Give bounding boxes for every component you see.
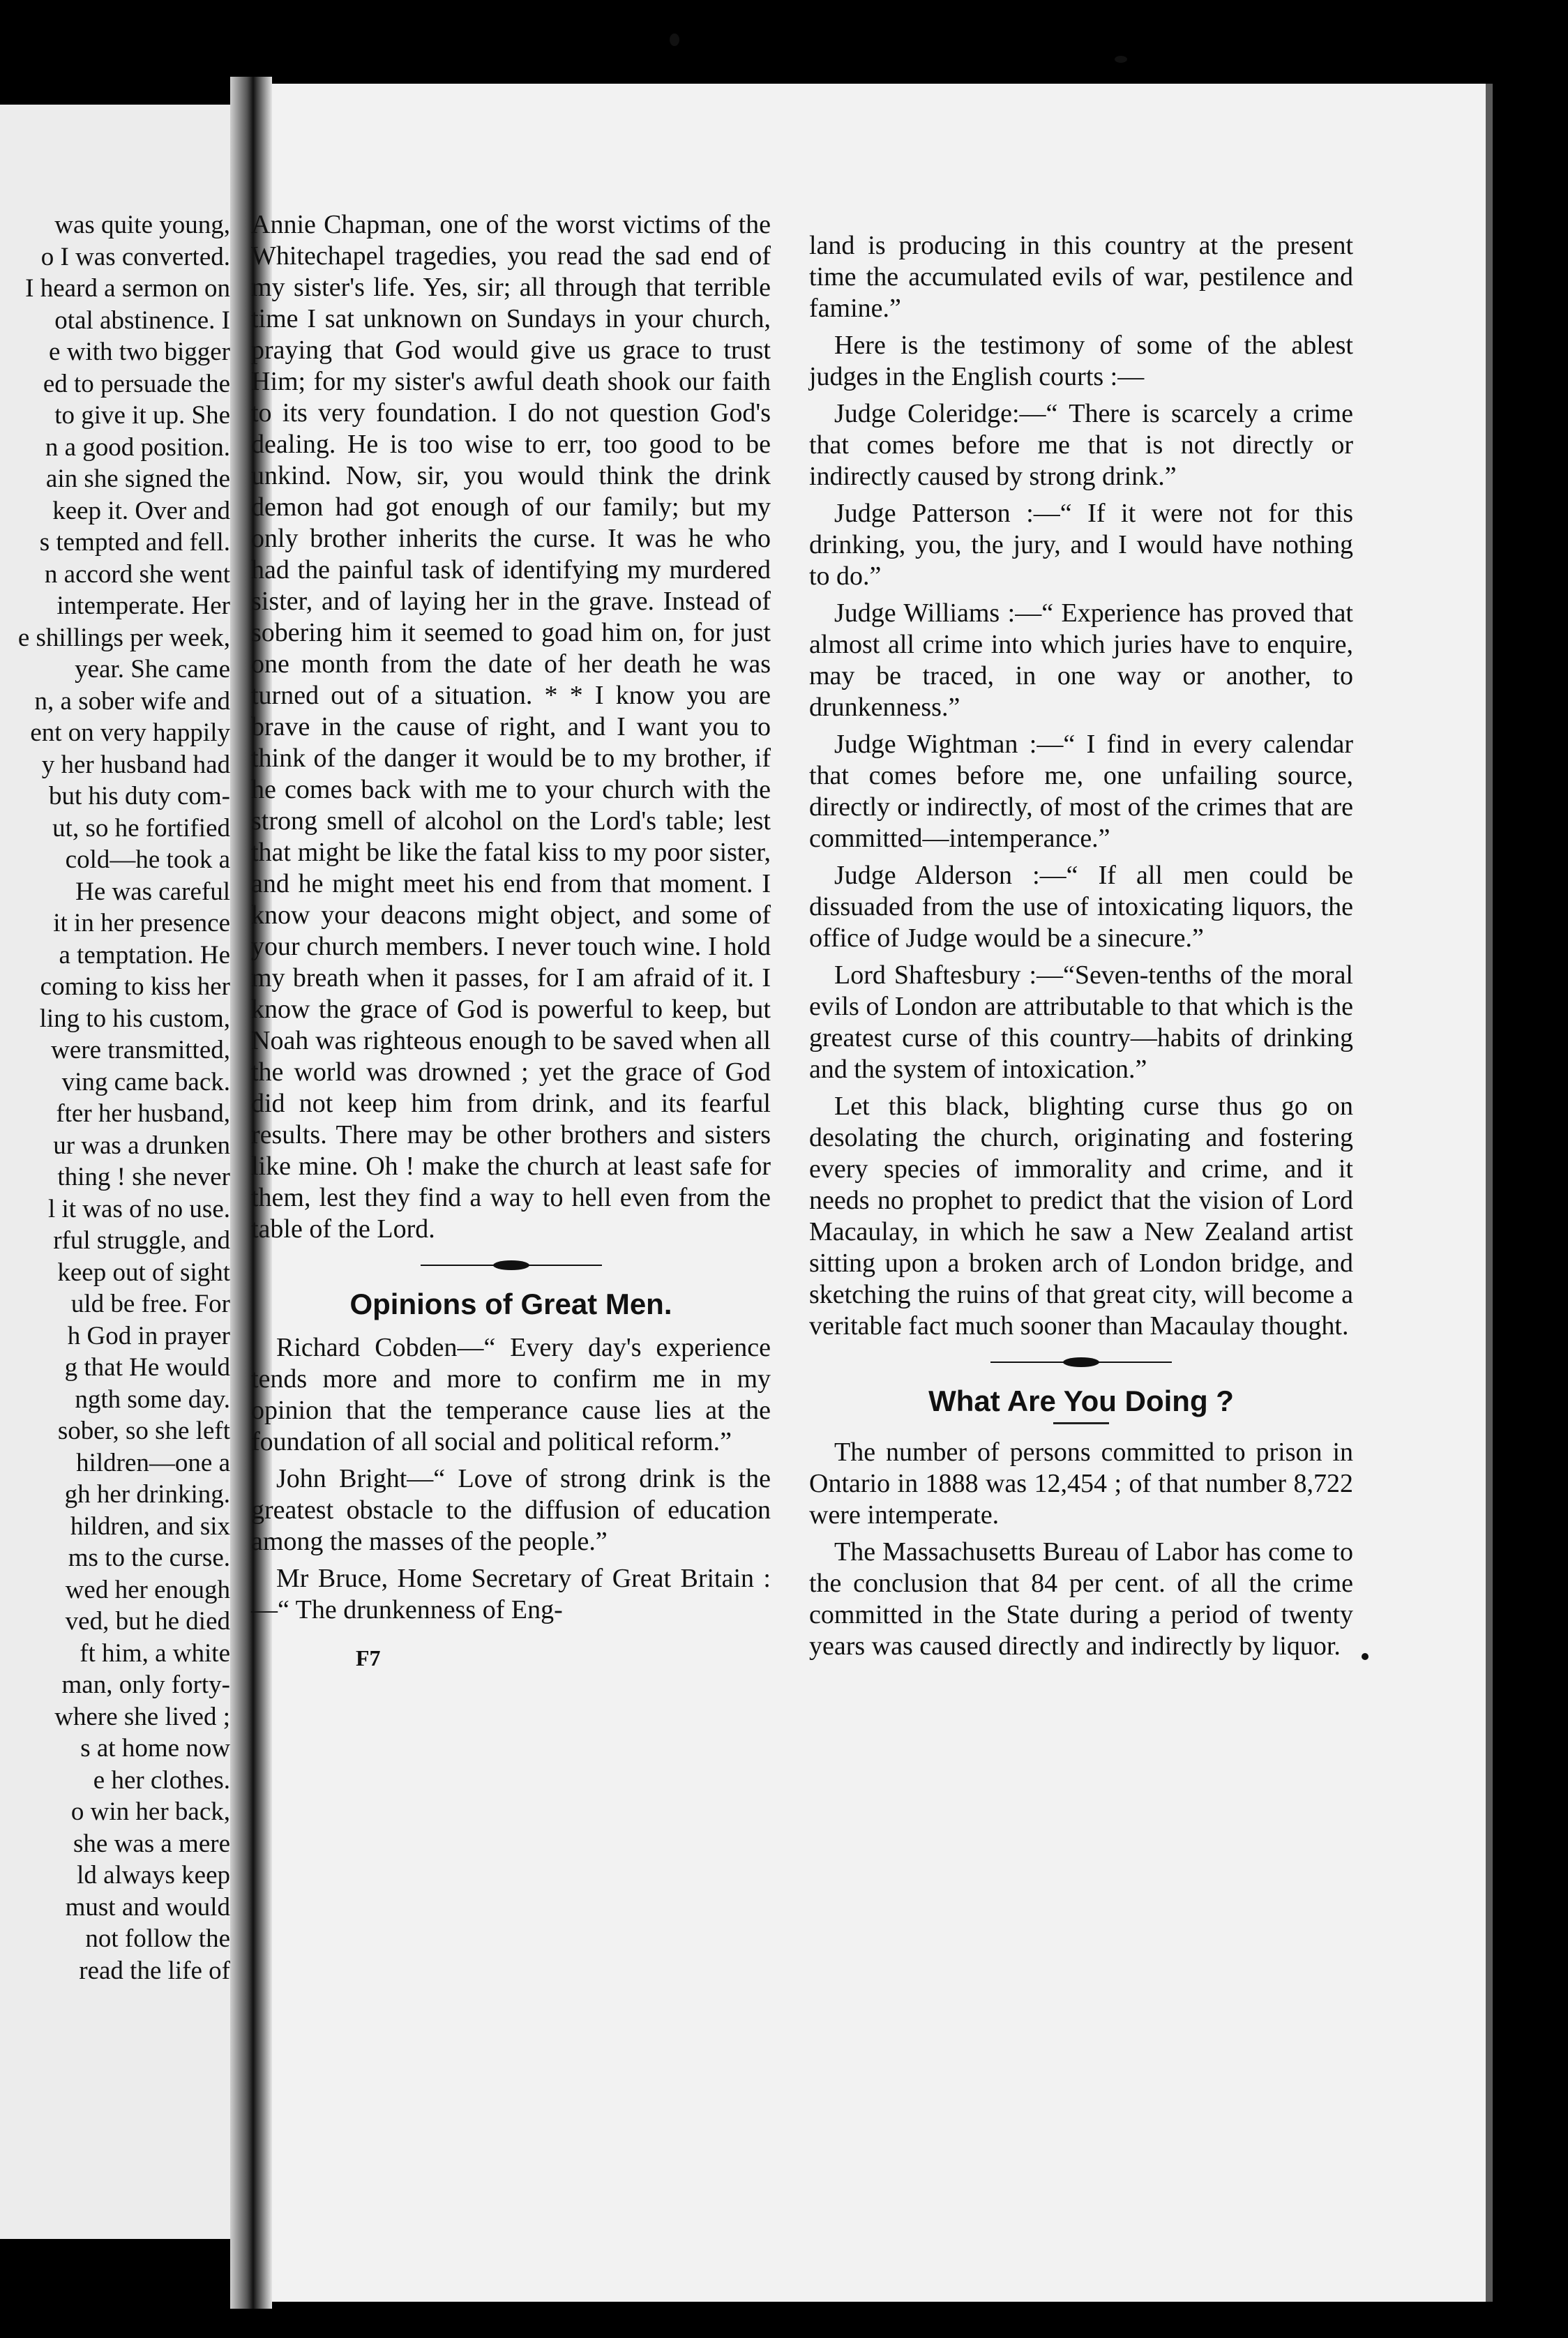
paragraph-bright: John Bright—“ Love of strong drink is the greatest obstacle to the diffusion of education among the masses of the people.” — [251, 1464, 771, 1556]
left-column-line: ed to persuade the — [43, 369, 230, 398]
left-column-line: ld always keep — [77, 1861, 230, 1890]
paragraph-judge-coleridge: Judge Coleridge:—“ There is scarcely a crime that comes before me that is not directly or indirectly caused by strong drink.” — [809, 399, 1353, 491]
left-column-line: wed her enough — [65, 1575, 230, 1604]
left-column-line: fter her husband, — [56, 1099, 230, 1128]
left-column-line: must and would — [65, 1892, 230, 1922]
left-column-line: e shillings per week, — [17, 623, 230, 652]
left-column-text — [0, 209, 230, 1986]
scan-speck — [1115, 56, 1127, 63]
left-column-line: to give it up. She — [54, 401, 230, 430]
paragraph-judge-williams: Judge Williams :—“ Experience has proved that almost all crime into which juries have to enquire, may be traced, in one way or another, to drunkenness.” — [809, 598, 1353, 722]
left-column-line: read the life of — [79, 1956, 230, 1985]
left-column-line: h God in prayer — [67, 1321, 230, 1350]
left-column-line: were transmitted, — [51, 1036, 230, 1064]
left-column-line: not follow the — [85, 1924, 230, 1953]
left-column-line: s tempted and fell. — [39, 528, 230, 557]
story-paragraph: Annie Chapman, one of the worst victims of the Whitechapel tragedies, you read the sad end of my sister's life. Yes, sir; all through that terrible time I sat unknown on Sundays in your church, praying that God would give us grace to trust Him; for my sister's awful death shook our faith to its very foundation. I do not question God's dealing. He is too wise to err, too good to be unkind. Now, sir, you would think the drink demon had got enough of our family; but my only brother inherits the curse. It was he who had the painful task of identifying my murdered sister, and of laying her in the grave. Instead of sobering him it seemed to goad him on, for just one month from the date of her death he was turned out of a situation. * * I know you are brave in the cause of right, and I want you to think of the danger it would be to my brother, if he comes back with me to your church with the strong smell of alcohol on the Lord's table; lest that might be like the fatal kiss to my poor sister, and he might meet his end from that moment. I know your deacons might object, and some of your church members. I never touch wine. I hold my breath when it passes, for I am afraid of it. I know the grace of God is powerful to keep, but Noah was righteous enough to be saved when all the world was drowned ; yet the grace of God did not keep him from drink, and its fearful results. There may be other brothers and sisters like mine. Oh ! make the church at least safe for them, lest they find a way to hell even from the table of the Lord. — [251, 210, 771, 1244]
left-column-line: ut, so he fortified — [52, 813, 230, 843]
left-column-line: year. She came — [75, 655, 230, 684]
left-column-line: ling to his custom, — [39, 1004, 230, 1033]
section-heading-opinions: Opinions of Great Men. — [349, 1288, 672, 1320]
left-column-line: but his duty com- — [48, 782, 230, 810]
left-column-line: man, only forty- — [61, 1670, 230, 1699]
left-column-line: was quite young, — [54, 211, 230, 239]
left-column-line: e her clothes. — [93, 1765, 230, 1795]
left-column-line: it in her presence — [53, 909, 230, 937]
ornament-divider — [421, 1259, 602, 1272]
left-column-line: she was a mere — [73, 1829, 230, 1858]
left-column-line: intemperate. Her — [56, 591, 230, 620]
paragraph-ontario: The number of persons committed to prison in Ontario in 1888 was 12,454 ; of that number 8,722 were intemperate. — [809, 1438, 1353, 1530]
left-column-line: ving came back. — [61, 1067, 230, 1096]
left-column-line: o win her back, — [70, 1797, 230, 1826]
left-column-line: a temptation. He — [59, 940, 230, 970]
left-column-line: l it was of no use. — [47, 1194, 230, 1223]
left-column-line: uld be free. For — [70, 1290, 230, 1318]
left-column-line: where she lived ; — [54, 1702, 230, 1731]
left-column-line: ved, but he died — [65, 1607, 230, 1636]
paragraph-testimony-intro: Here is the testimony of some of the ablest judges in the English courts :— — [809, 331, 1353, 391]
left-column-line: I heard a sermon on — [25, 274, 230, 303]
right-column — [809, 230, 1353, 1668]
left-column-line: ur was a drunken — [53, 1131, 230, 1160]
paragraph-judge-wightman: Judge Wightman :—“ I find in every calendar that comes before me, one unfailing source, directly or indirectly, of most of the crimes that are committed—intemperance.” — [809, 730, 1353, 853]
left-column-line: e with two bigger — [49, 338, 230, 366]
left-column-line: sober, so she left — [57, 1417, 230, 1445]
left-column-line: o I was converted. — [40, 242, 230, 271]
left-column-line: y her husband had — [41, 750, 230, 779]
left-column-line: rful struggle, and — [53, 1226, 230, 1255]
left-column-line: s at home now — [80, 1734, 230, 1763]
left-column-line: otal abstinence. I — [54, 306, 230, 335]
left-column-line: cold—he took a — [65, 845, 230, 874]
left-column-line: ms to the curse. — [68, 1544, 230, 1572]
left-column-line: ft him, a white — [80, 1638, 230, 1668]
paragraph-bruce: Mr Bruce, Home Secretary of Great Britain :—“ The drunkenness of Eng- — [251, 1564, 771, 1624]
left-column-line: ent on very happily — [30, 718, 230, 747]
left-column-line: ain she signed the — [45, 465, 230, 493]
ornament-divider — [990, 1356, 1172, 1368]
left-column-line: g that He would — [64, 1353, 230, 1382]
signature-mark: F7 — [356, 1645, 381, 1670]
paragraph-lord-shaftesbury: Lord Shaftesbury :—“Seven-tenths of the moral evils of London are attributable to that which is the greatest curse of this country—habits of drinking and the system of intoxication.” — [809, 960, 1353, 1084]
paragraph-cobden: Richard Cobden—“ Every day's experience tends more and more to confirm me in my opinion that the temperance cause lies at the foundation of all social and political reform.” — [251, 1333, 771, 1456]
left-column-line: gh her drinking. — [64, 1480, 230, 1509]
paragraph-macaulay: Let this black, blighting curse thus go on desolating the church, originating and fostering every species of immorality and crime, and it needs no prophet to predict that the vision of Lord Macaulay, in which he saw a New Zealand artist sitting upon a broken arch of London bridge, and sketching the ruins of that great city, will become a veritable fact much sooner than Macaulay thought. — [809, 1092, 1353, 1341]
scan-speck — [1362, 1653, 1369, 1660]
left-column-line: keep out of sight — [57, 1258, 230, 1287]
left-column-line: n, a sober wife and — [34, 686, 230, 716]
left-column-line: n a good position. — [45, 432, 230, 462]
heading-rule — [1053, 1422, 1109, 1424]
paragraph-judge-alderson: Judge Alderson :—“ If all men could be dissuaded from the use of intoxicating liquors, the office of Judge would be a sinecure.” — [809, 861, 1353, 953]
left-column-line: thing ! she never — [57, 1163, 230, 1191]
section-heading-what-are-you-doing: What Are You Doing ? — [928, 1385, 1234, 1417]
left-column-line: keep it. Over and — [52, 496, 230, 525]
middle-column — [251, 209, 771, 1674]
left-column-line: He was careful — [75, 877, 230, 906]
paragraph-continuation: land is producing in this country at the present time the accumulated evils of war, pestilence and famine.” — [809, 231, 1353, 323]
left-column-line: hildren, and six — [70, 1511, 230, 1541]
scan-speck — [670, 33, 679, 46]
left-column-line: hildren—one a — [76, 1448, 230, 1477]
paragraph-massachusetts: The Massachusetts Bureau of Labor has come to the conclusion that 84 per cent. of all the crime committed in the State during a period of twenty years was caused directly and indirectly by liquor. — [809, 1537, 1353, 1661]
left-column-line: n accord she went — [44, 559, 230, 589]
left-column-line: ngth some day. — [75, 1385, 230, 1414]
left-column-line: coming to kiss her — [40, 972, 230, 1001]
paragraph-judge-patterson: Judge Patterson :—“ If it were not for this drinking, you, the jury, and I would have nothing to do.” — [809, 499, 1353, 591]
